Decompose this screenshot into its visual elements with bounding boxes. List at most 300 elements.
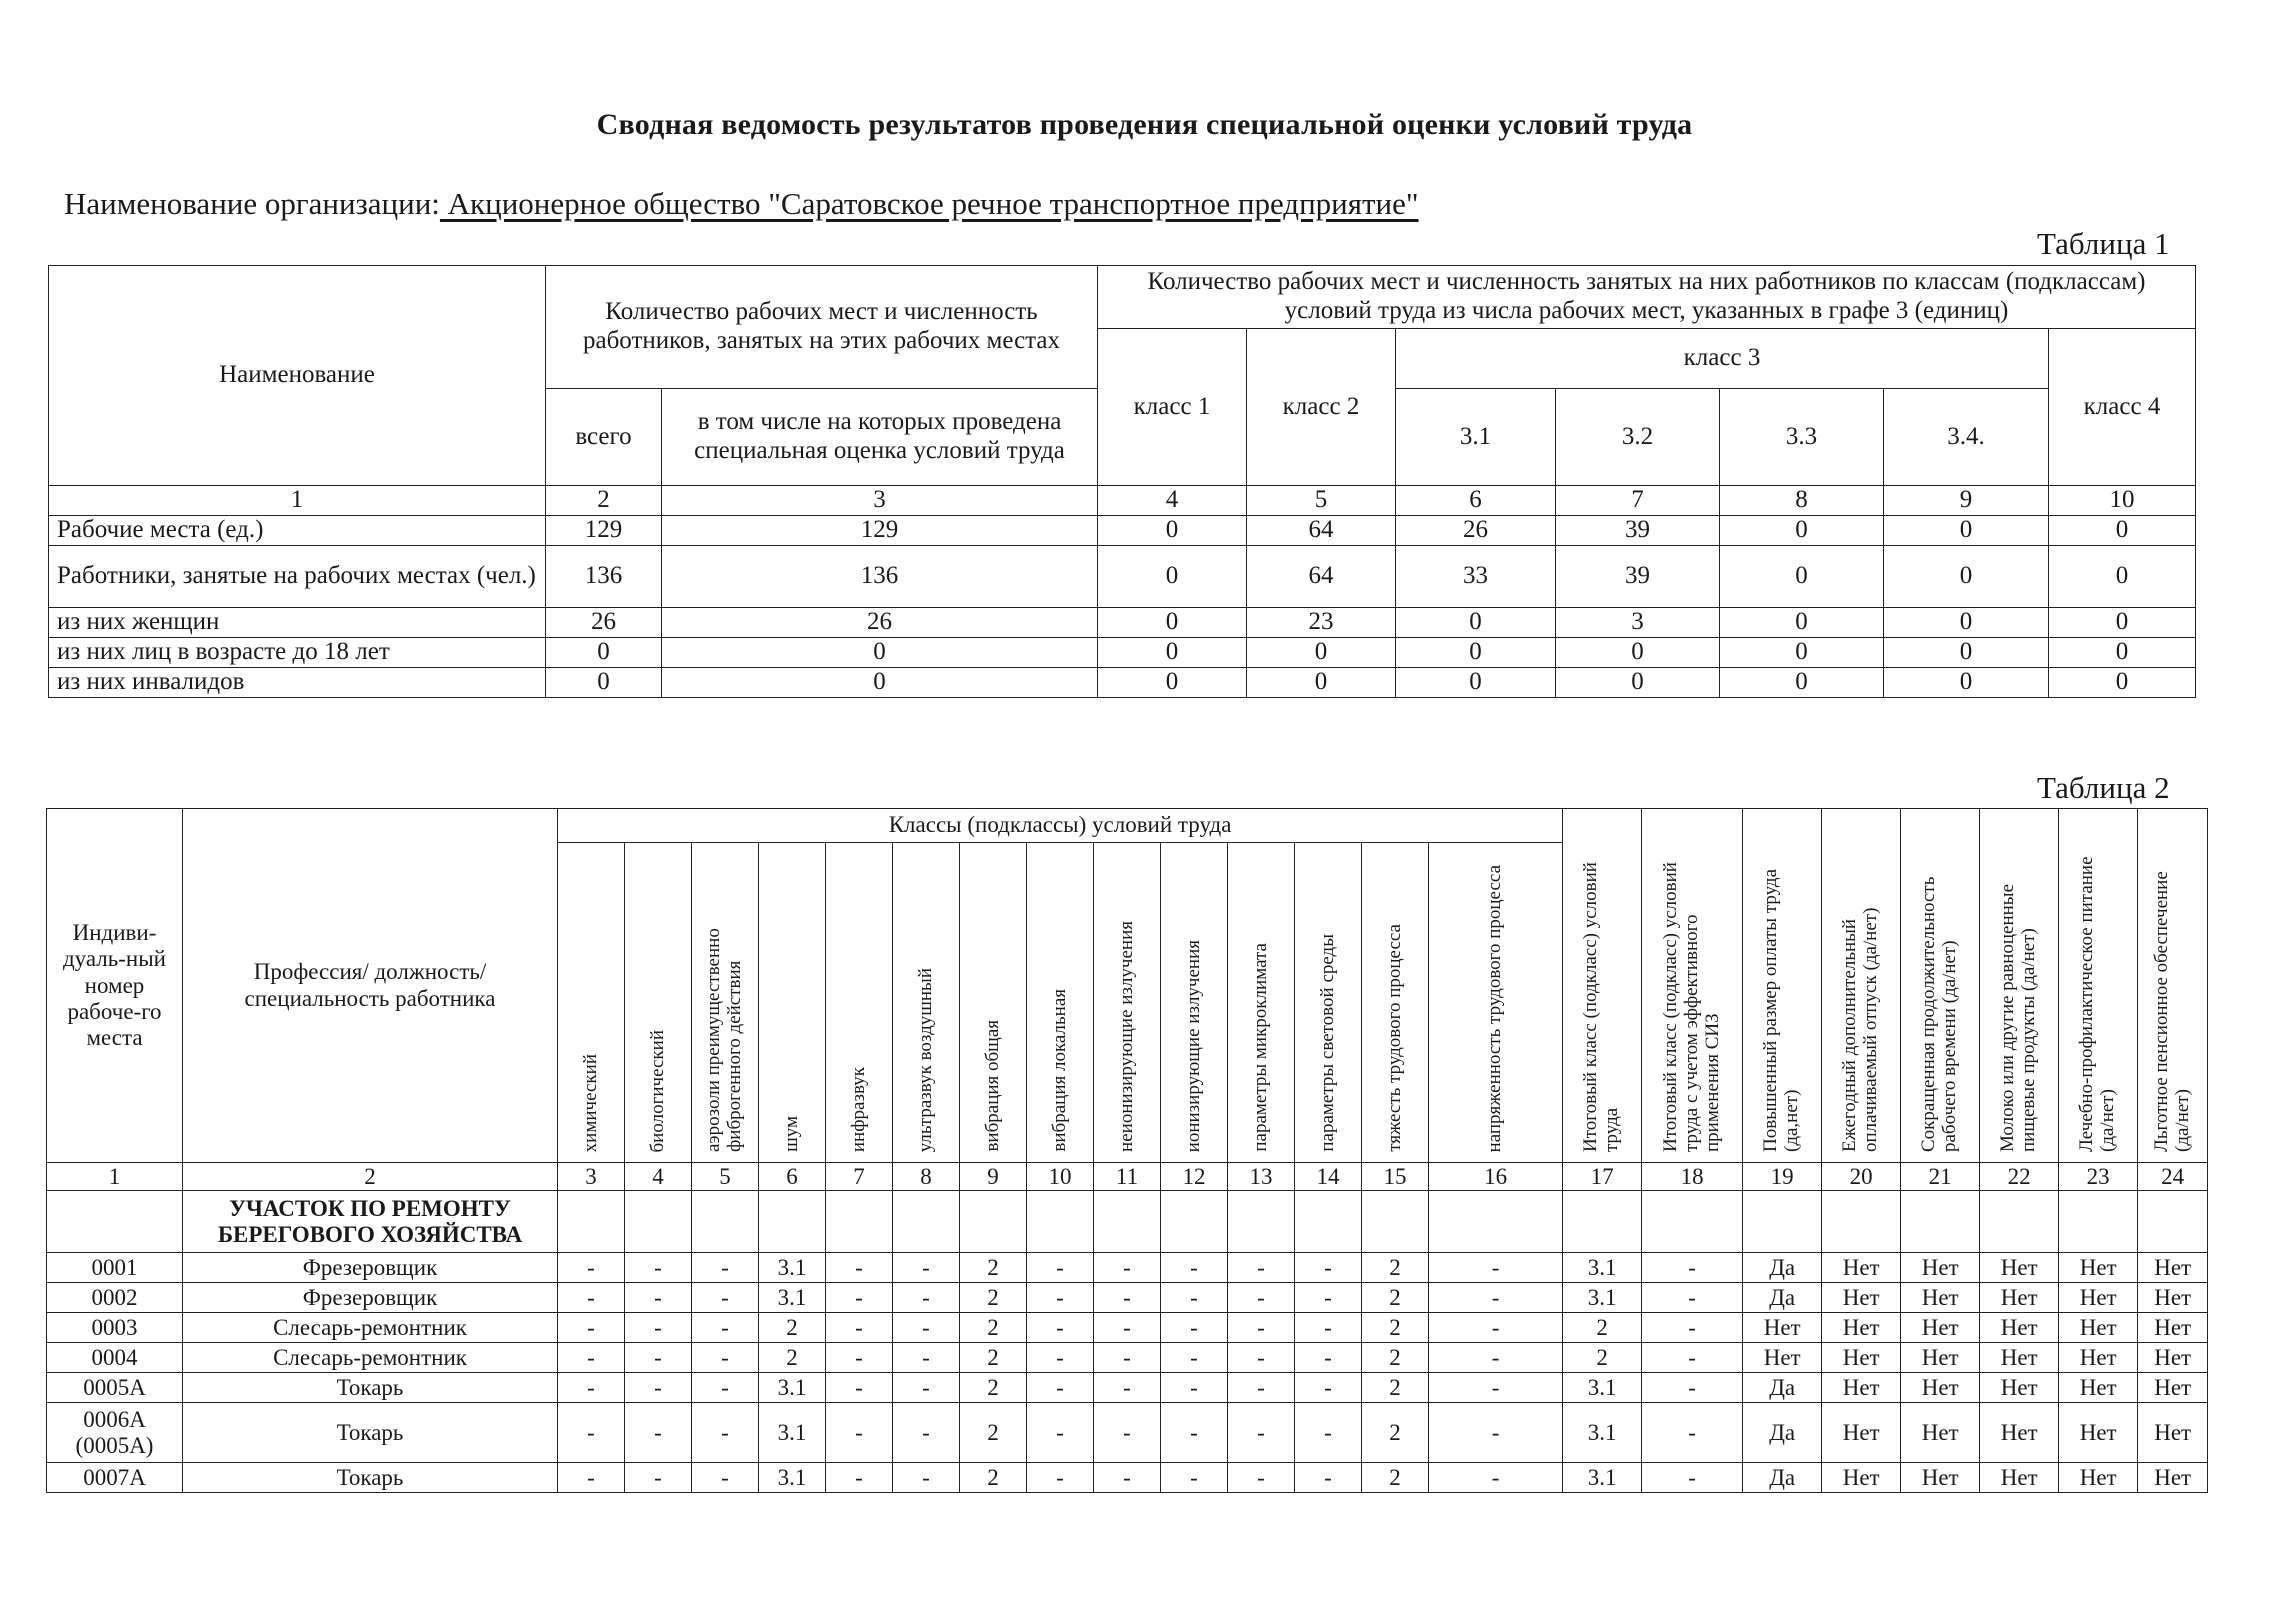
cell-value: 0 (1396, 667, 1556, 697)
empty-cell (1362, 1191, 1429, 1253)
cell-value: Нет (2138, 1283, 2208, 1313)
cell-value: - (1295, 1283, 1362, 1313)
cell-value: 129 (662, 515, 1098, 545)
cell-value: 0 (1884, 667, 2049, 697)
cell-value: 2 (960, 1283, 1027, 1313)
header-factor-text: инфразвук (847, 1066, 869, 1152)
column-numbers-row (47, 1163, 2208, 1191)
cell-value: 2 (960, 1313, 1027, 1343)
cell-value: 0 (1720, 515, 1884, 545)
cell-value: 0 (546, 637, 662, 667)
cell-value: - (1228, 1253, 1295, 1283)
cell-value: 0 (1247, 637, 1396, 667)
cell-value: 2 (960, 1373, 1027, 1403)
column-number: 11 (1094, 1163, 1161, 1191)
cell-value: Да (1743, 1253, 1822, 1283)
cell-value: - (1228, 1313, 1295, 1343)
cell-value: - (692, 1313, 759, 1343)
header-extra-column (1642, 809, 1743, 1163)
cell-value: - (1642, 1283, 1743, 1313)
cell-value: 3.1 (759, 1403, 826, 1463)
column-number: 5 (1247, 486, 1396, 516)
cell-value: Нет (1980, 1373, 2059, 1403)
column-number: 3 (558, 1163, 625, 1191)
cell-value: 0 (662, 637, 1098, 667)
cell-value: - (1295, 1463, 1362, 1493)
cell-value: Нет (1822, 1253, 1901, 1283)
empty-cell (47, 1191, 183, 1253)
cell-value: 33 (1396, 545, 1556, 607)
table2-caption: Таблица 2 (2037, 770, 2170, 805)
header-name: Наименование (49, 266, 546, 486)
header-factor-column (1429, 843, 1563, 1163)
empty-cell (1563, 1191, 1642, 1253)
header-factor-column (1094, 843, 1161, 1163)
cell-value: - (1094, 1313, 1161, 1343)
header-class3: класс 3 (1396, 329, 2049, 389)
header-profession: Профессия/ должность/ специальность работника (183, 809, 558, 1163)
table-row (47, 1343, 2208, 1373)
profession-name: Токарь (183, 1403, 558, 1463)
cell-value: - (1429, 1283, 1563, 1313)
header-extra-column (1743, 809, 1822, 1163)
cell-value: - (826, 1373, 893, 1403)
cell-value: - (1161, 1313, 1228, 1343)
column-number: 9 (960, 1163, 1027, 1191)
cell-value: - (893, 1343, 960, 1373)
column-numbers-row (49, 486, 2196, 516)
cell-value: - (625, 1253, 692, 1283)
column-number: 7 (826, 1163, 893, 1191)
cell-value: 0 (1556, 667, 1720, 697)
cell-value: Да (1743, 1283, 1822, 1313)
header-factor-text: химический (579, 1053, 601, 1152)
header-factor-column (1295, 843, 1362, 1163)
cell-value: 23 (1247, 607, 1396, 637)
empty-cell (960, 1191, 1027, 1253)
column-number: 4 (625, 1163, 692, 1191)
cell-value: - (826, 1403, 893, 1463)
table-row (49, 515, 2196, 545)
cell-value: Нет (1822, 1373, 1901, 1403)
cell-value: 0 (1884, 545, 2049, 607)
cell-value: - (692, 1403, 759, 1463)
cell-value: - (692, 1373, 759, 1403)
cell-value: 2 (759, 1313, 826, 1343)
cell-value: 64 (1247, 515, 1396, 545)
column-number: 15 (1362, 1163, 1429, 1191)
column-number: 17 (1563, 1163, 1642, 1191)
workplace-id: 0004 (47, 1343, 183, 1373)
cell-value: 3.1 (759, 1463, 826, 1493)
profession-name: Токарь (183, 1373, 558, 1403)
cell-value: Нет (1980, 1403, 2059, 1463)
cell-value: - (1027, 1343, 1094, 1373)
cell-value: Нет (1901, 1463, 1980, 1493)
cell-value: - (893, 1253, 960, 1283)
cell-value: - (625, 1463, 692, 1493)
cell-value: Да (1743, 1463, 1822, 1493)
cell-value: - (692, 1463, 759, 1493)
header-classes-group: Количество рабочих мест и численность занятых на них работников по классам (подклассам) условий труда из числа рабочих мест, указанных в графе 3 (единиц) (1098, 266, 2196, 329)
cell-value: 0 (2049, 545, 2196, 607)
cell-value: 39 (1556, 545, 1720, 607)
cell-value: 2 (960, 1253, 1027, 1283)
column-number: 3 (662, 486, 1098, 516)
cell-value: Нет (2138, 1373, 2208, 1403)
cell-value: - (1228, 1463, 1295, 1493)
header-class-3-1: 3.1 (1396, 389, 1556, 486)
column-number: 10 (1027, 1163, 1094, 1191)
cell-value: - (1228, 1373, 1295, 1403)
cell-value: Нет (1822, 1313, 1901, 1343)
empty-cell (1901, 1191, 1980, 1253)
cell-value: Нет (2059, 1253, 2138, 1283)
column-number: 1 (47, 1163, 183, 1191)
empty-cell (558, 1191, 625, 1253)
header-factor-text: параметры световой среды (1316, 934, 1338, 1152)
empty-cell (625, 1191, 692, 1253)
cell-value: Нет (1901, 1313, 1980, 1343)
empty-cell (692, 1191, 759, 1253)
cell-value: 2 (1362, 1283, 1429, 1313)
cell-value: - (1161, 1283, 1228, 1313)
cell-value: 2 (1362, 1403, 1429, 1463)
workplace-id: 0005А (47, 1373, 183, 1403)
profession-name: Слесарь-ремонтник (183, 1343, 558, 1373)
empty-cell (1027, 1191, 1094, 1253)
cell-value: - (1161, 1343, 1228, 1373)
cell-value: Нет (1901, 1283, 1980, 1313)
cell-value: - (1429, 1343, 1563, 1373)
cell-value: 0 (1396, 637, 1556, 667)
header-factor-text: вибрация общая (981, 1020, 1003, 1152)
column-number: 13 (1228, 1163, 1295, 1191)
header-extra-column (1901, 809, 1980, 1163)
organization-name: Акционерное общество "Саратовское речное транспортное предприятие" (439, 186, 1419, 221)
cell-value: - (558, 1463, 625, 1493)
cell-value: - (1161, 1373, 1228, 1403)
cell-value: - (625, 1343, 692, 1373)
cell-value: - (893, 1403, 960, 1463)
table-row (49, 637, 2196, 667)
header-factor-column (558, 843, 625, 1163)
cell-value: Нет (1901, 1373, 1980, 1403)
cell-value: - (1094, 1403, 1161, 1463)
cell-value: 0 (1884, 607, 2049, 637)
section-row (47, 1191, 2208, 1253)
header-workplace-id: Индиви-дуаль-ный номер рабоче-го места (47, 809, 183, 1163)
cell-value: 0 (2049, 607, 2196, 637)
header-factor-text: напряженность трудового процесса (1484, 864, 1506, 1152)
header-factor-column (692, 843, 759, 1163)
cell-value: 2 (1563, 1313, 1642, 1343)
cell-value: - (558, 1343, 625, 1373)
cell-value: - (826, 1343, 893, 1373)
cell-value: 0 (1720, 545, 1884, 607)
column-number: 21 (1901, 1163, 1980, 1191)
cell-value: 26 (662, 607, 1098, 637)
cell-value: 0 (1720, 607, 1884, 637)
header-factor-column (625, 843, 692, 1163)
cell-value: Нет (2138, 1253, 2208, 1283)
cell-value: Нет (1822, 1283, 1901, 1313)
empty-cell (2138, 1191, 2208, 1253)
cell-value: 2 (1362, 1343, 1429, 1373)
header-factor-text: вибрация локальная (1048, 989, 1070, 1152)
cell-value: 2 (960, 1343, 1027, 1373)
cell-value: 0 (1884, 637, 2049, 667)
column-number: 1 (49, 486, 546, 516)
cell-value: - (1161, 1253, 1228, 1283)
empty-cell (1295, 1191, 1362, 1253)
cell-value: - (625, 1403, 692, 1463)
cell-value: Нет (2138, 1463, 2208, 1493)
cell-value: Нет (1822, 1403, 1901, 1463)
cell-value: Нет (2059, 1373, 2138, 1403)
column-number: 18 (1642, 1163, 1743, 1191)
workplace-id: 0002 (47, 1283, 183, 1313)
table1-caption: Таблица 1 (2037, 226, 2170, 261)
table-row (47, 1373, 2208, 1403)
empty-cell (2059, 1191, 2138, 1253)
cell-value: 26 (546, 607, 662, 637)
cell-value: Нет (1980, 1253, 2059, 1283)
workplace-id: 0003 (47, 1313, 183, 1343)
cell-value: - (1027, 1283, 1094, 1313)
column-number: 6 (759, 1163, 826, 1191)
header-class4: класс 4 (2049, 329, 2196, 486)
cell-value: 0 (1247, 667, 1396, 697)
header-factor-column (1228, 843, 1295, 1163)
cell-value: 0 (1098, 637, 1247, 667)
column-number: 2 (183, 1163, 558, 1191)
column-number: 7 (1556, 486, 1720, 516)
cell-value: - (1228, 1403, 1295, 1463)
cell-value: - (1027, 1463, 1094, 1493)
cell-value: - (893, 1463, 960, 1493)
cell-value: 3.1 (759, 1283, 826, 1313)
cell-value: - (1429, 1373, 1563, 1403)
header-factor-text: аэрозоли преимущественно фиброгенного действия (703, 928, 745, 1152)
cell-value: - (692, 1343, 759, 1373)
cell-value: - (826, 1253, 893, 1283)
header-extra-column (1980, 809, 2059, 1163)
header-factor-column (826, 843, 893, 1163)
empty-cell (826, 1191, 893, 1253)
column-number: 24 (2138, 1163, 2208, 1191)
cell-value: - (1429, 1463, 1563, 1493)
cell-value: Нет (2059, 1343, 2138, 1373)
cell-value: - (1642, 1313, 1743, 1343)
cell-value: - (625, 1283, 692, 1313)
cell-value: 3.1 (759, 1373, 826, 1403)
section-title: УЧАСТОК ПО РЕМОНТУ БЕРЕГОВОГО ХОЗЯЙСТВА (183, 1191, 558, 1253)
table-row (47, 1283, 2208, 1313)
cell-value: 0 (546, 667, 662, 697)
header-count-group: Количество рабочих мест и численность работников, занятых на этих рабочих местах (546, 266, 1098, 389)
table-row (49, 607, 2196, 637)
cell-value: - (1429, 1403, 1563, 1463)
header-assessed: в том числе на которых проведена специальная оценка условий труда (662, 389, 1098, 486)
cell-value: - (1642, 1403, 1743, 1463)
cell-value: - (893, 1373, 960, 1403)
workplace-id: 0006А (0005А) (47, 1403, 183, 1463)
empty-cell (1642, 1191, 1743, 1253)
cell-value: - (625, 1313, 692, 1343)
row-label: Работники, занятые на рабочих местах (чел.) (49, 545, 546, 607)
column-number: 2 (546, 486, 662, 516)
header-class-3-2: 3.2 (1556, 389, 1720, 486)
cell-value: 136 (546, 545, 662, 607)
cell-value: 2 (1362, 1313, 1429, 1343)
column-number: 8 (893, 1163, 960, 1191)
cell-value: - (826, 1313, 893, 1343)
workplace-id: 0007А (47, 1463, 183, 1493)
cell-value: - (1642, 1463, 1743, 1493)
profession-name: Фрезеровщик (183, 1283, 558, 1313)
header-factor-text: тяжесть трудового процесса (1383, 924, 1405, 1152)
cell-value: 0 (1720, 637, 1884, 667)
cell-value: Нет (1980, 1313, 2059, 1343)
column-number: 12 (1161, 1163, 1228, 1191)
cell-value: - (1295, 1343, 1362, 1373)
cell-value: - (1642, 1253, 1743, 1283)
cell-value: Нет (2059, 1403, 2138, 1463)
header-factor-text: биологический (646, 1029, 668, 1152)
cell-value: Нет (1822, 1343, 1901, 1373)
profession-name: Токарь (183, 1463, 558, 1493)
header-factor-text: шум (780, 1116, 802, 1152)
cell-value: - (558, 1313, 625, 1343)
cell-value: Нет (2059, 1283, 2138, 1313)
header-extra-text: Итоговый класс (подкласс) условий труда с учетом эффективного применения СИЗ (1659, 862, 1723, 1152)
cell-value: 136 (662, 545, 1098, 607)
cell-value: - (1228, 1343, 1295, 1373)
table-row (49, 545, 2196, 607)
cell-value: - (1429, 1253, 1563, 1283)
cell-value: - (1161, 1403, 1228, 1463)
header-extra-text: Лечебно-профилактическое питание (да/нет) (2076, 856, 2119, 1152)
column-number: 9 (1884, 486, 2049, 516)
cell-value: 0 (2049, 515, 2196, 545)
header-factor-column (1027, 843, 1094, 1163)
column-number: 20 (1822, 1163, 1901, 1191)
organization-label: Наименование организации: (64, 186, 440, 221)
cell-value: Нет (1901, 1343, 1980, 1373)
cell-value: Нет (1901, 1253, 1980, 1283)
cell-value: - (1094, 1343, 1161, 1373)
organization-line (64, 186, 1419, 222)
cell-value: 129 (546, 515, 662, 545)
header-factor-text: ультразвук воздушный (914, 967, 936, 1152)
header-extra-column (1563, 809, 1642, 1163)
document-title: Сводная ведомость результатов проведения специальной оценки условий труда (596, 108, 1693, 141)
cell-value: 0 (1884, 515, 2049, 545)
profession-name: Слесарь-ремонтник (183, 1313, 558, 1343)
cell-value: - (1094, 1463, 1161, 1493)
cell-value: 2 (1362, 1253, 1429, 1283)
column-number: 22 (1980, 1163, 2059, 1191)
cell-value: - (692, 1283, 759, 1313)
header-extra-column (2138, 809, 2208, 1163)
cell-value: - (558, 1373, 625, 1403)
cell-value: - (692, 1253, 759, 1283)
cell-value: - (893, 1313, 960, 1343)
empty-cell (1822, 1191, 1901, 1253)
cell-value: - (1642, 1373, 1743, 1403)
cell-value: - (1295, 1373, 1362, 1403)
header-extra-text: Льготное пенсионное обеспечение (да/нет) (2150, 871, 2193, 1152)
cell-value: - (1642, 1343, 1743, 1373)
cell-value: - (893, 1283, 960, 1313)
cell-value: 3.1 (1563, 1463, 1642, 1493)
cell-value: Нет (2059, 1463, 2138, 1493)
cell-value: Нет (2138, 1343, 2208, 1373)
cell-value: Нет (1980, 1283, 2059, 1313)
row-label: Рабочие места (ед.) (49, 515, 546, 545)
cell-value: Да (1743, 1403, 1822, 1463)
cell-value: - (558, 1283, 625, 1313)
row-label: из них лиц в возрасте до 18 лет (49, 637, 546, 667)
empty-cell (759, 1191, 826, 1253)
table-row (49, 667, 2196, 697)
row-label: из них женщин (49, 607, 546, 637)
cell-value: - (1094, 1373, 1161, 1403)
empty-cell (1161, 1191, 1228, 1253)
table-row (47, 1463, 2208, 1493)
column-number: 14 (1295, 1163, 1362, 1191)
cell-value: Нет (1822, 1463, 1901, 1493)
header-factor-column (1161, 843, 1228, 1163)
row-label: из них инвалидов (49, 667, 546, 697)
cell-value: - (1295, 1313, 1362, 1343)
column-number: 23 (2059, 1163, 2138, 1191)
empty-cell (1980, 1191, 2059, 1253)
header-factor-text: неионизирующие излучения (1115, 921, 1137, 1152)
header-extra-text: Молоко или другие равноценные пищевые продукты (да/нет) (1997, 883, 2040, 1152)
cell-value: 0 (1396, 607, 1556, 637)
header-factor-column (960, 843, 1027, 1163)
cell-value: 2 (759, 1343, 826, 1373)
table-row (47, 1313, 2208, 1343)
header-factor-column (759, 843, 826, 1163)
cell-value: - (1295, 1403, 1362, 1463)
workplace-table (46, 808, 2208, 1493)
empty-cell (1743, 1191, 1822, 1253)
header-total: всего (546, 389, 662, 486)
table-row (47, 1253, 2208, 1283)
cell-value: Нет (1980, 1463, 2059, 1493)
column-number: 6 (1396, 486, 1556, 516)
header-extra-text: Итоговый класс (подкласс) условий труда (1580, 862, 1623, 1152)
cell-value: - (1027, 1253, 1094, 1283)
cell-value: - (625, 1373, 692, 1403)
cell-value: 3 (1556, 607, 1720, 637)
header-factor-column (1362, 843, 1429, 1163)
cell-value: - (558, 1253, 625, 1283)
cell-value: - (1027, 1313, 1094, 1343)
empty-cell (1228, 1191, 1295, 1253)
cell-value: Нет (1980, 1343, 2059, 1373)
cell-value: Нет (2138, 1313, 2208, 1343)
cell-value: 0 (1098, 667, 1247, 697)
cell-value: 2 (960, 1403, 1027, 1463)
column-number: 8 (1720, 486, 1884, 516)
header-factor-column (893, 843, 960, 1163)
profession-name: Фрезеровщик (183, 1253, 558, 1283)
cell-value: - (1228, 1283, 1295, 1313)
